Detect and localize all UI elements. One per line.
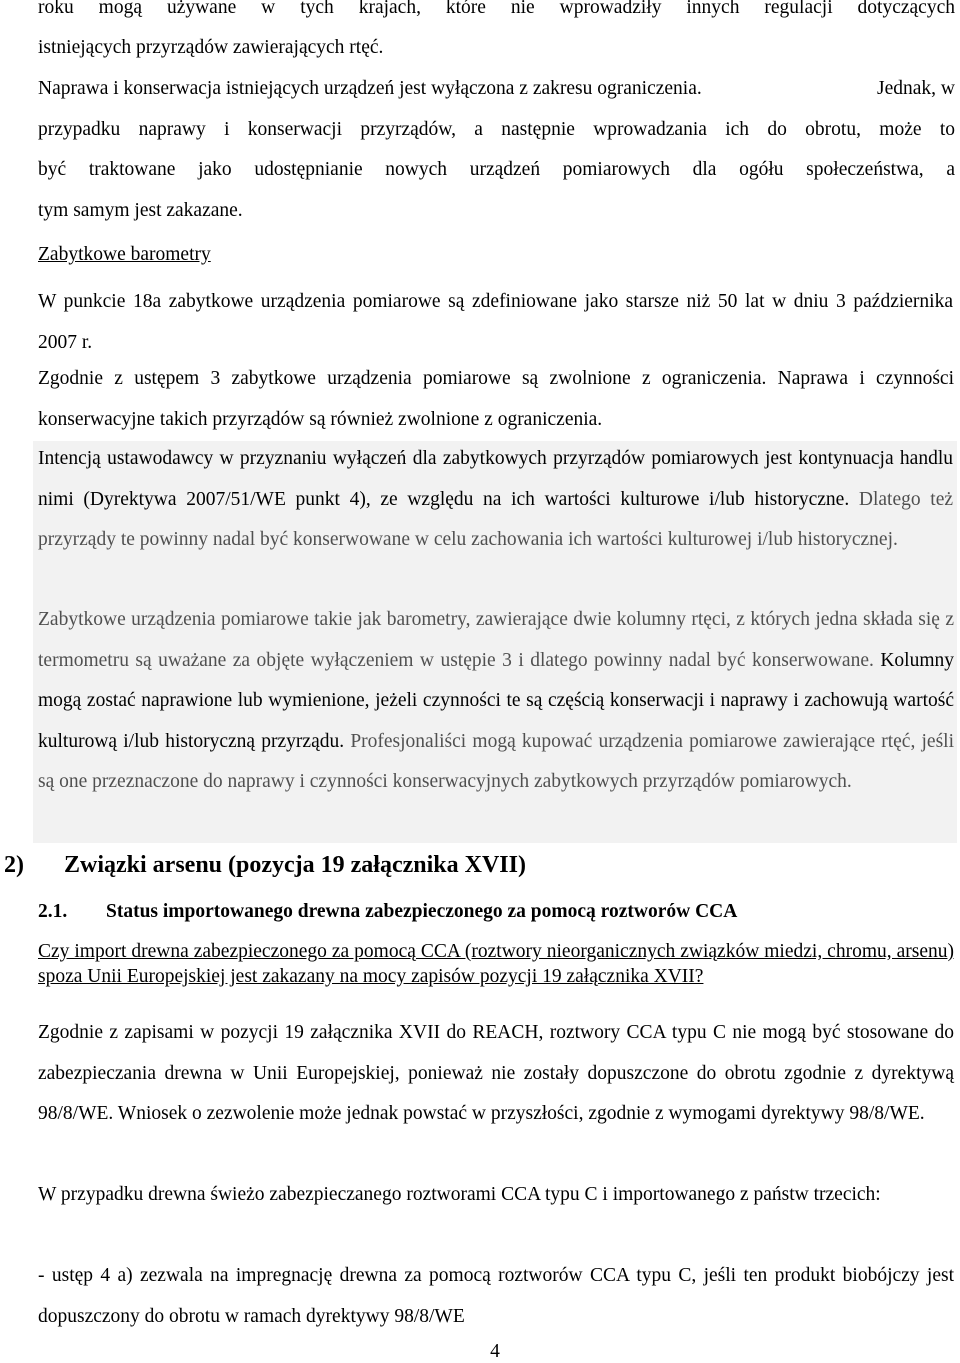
- columns-repair-text: Kolumny mogą zostać naprawione lub wymienione, jeżeli czynności te są częścią konserwacji i naprawy i zachowują wartość kulturową i/lub historyczną przyrządu.: [38, 649, 954, 752]
- repair-paragraph-line-1: [38, 69, 955, 110]
- subsection-heading: Status importowanego drewna zabezpieczonego za pomocą roztworów CCA: [106, 901, 738, 922]
- antique-exemption-paragraph: Zgodnie z ustępem 3 zabytkowe urządzenia pomiarowe są zwolnione z ograniczenia. Naprawa i czynności konserwacyjne takich przyrządów są również zwolnione z ograniczenia.: [38, 368, 954, 430]
- question-text: Czy import drewna zabezpieczonego za pomocą CCA (roztwory nieorganicznych związków miedzi, chromu, arsenu) spoza Unii Europejskiej jest zakazany na mocy zapisów pozycji 19 załącznika XVII?: [38, 941, 954, 987]
- fresh-wood-paragraph: W przypadku drewna świeżo zabezpieczanego roztworami CCA typu C i importowanego z państw trzecich:: [38, 1184, 881, 1205]
- repair-sentence-1: Naprawa i konserwacja istniejących urządzeń jest wyłączona z zakresu ograniczenia.: [38, 78, 702, 99]
- top-paragraph: [38, 0, 955, 29]
- legislator-intent-paragraph: [38, 439, 953, 561]
- repair-paragraph-line-2: przypadku naprawy i konserwacji przyrządów, a następnie wprowadzania ich do obrotu, może to: [38, 118, 955, 140]
- repair-sentence-2-start: Jednak, w: [877, 78, 955, 99]
- repair-paragraph-line-4: tym samym jest zakazane.: [38, 199, 243, 221]
- page-number: 4: [490, 1341, 500, 1362]
- answer-paragraph: Zgodnie z zapisami w pozycji 19 załącznika XVII do REACH, roztwory CCA typu C nie mogą być stosowane do zabezpieczania drewna w Unii Europejskiej, ponieważ nie zostały dopuszczone do obrotu zgodnie z dyrektywą 98/8/WE. Wniosek o zezwolenie może jednak powstać w przyszłości, zgodnie z wymogami dyrektywy 98/8/WE.: [38, 1022, 954, 1124]
- antique-instruments-text: Zabytkowe urządzenia pomiarowe takie jak barometry, zawierające dwie kolumny rtęci, z których jedna składa się z termometru są uważane za objęte wyłączeniem w ustępie 3 i dlatego powinny nadal być konserwowane.: [38, 609, 954, 671]
- repair-paragraph-line-3: być traktowane jako udostępnianie nowych urządzeń pomiarowych dla ogółu społeczeństwa, a: [38, 159, 955, 180]
- professionals-purchase-text: Profesjonaliści mogą kupować urządzenia pomiarowe zawierające rtęć, jeśli są one przeznaczone do naprawy i czynności konserwacyjnych zabytkowych przyrządów pomiarowych.: [38, 730, 955, 792]
- repair-paragraph: [38, 69, 955, 231]
- antique-barometers-heading: Zabytkowe barometry: [38, 244, 211, 265]
- legislator-intent-text: Intencją ustawodawcy w przyznaniu wyłączeń dla zabytkowych przyrządów pomiarowych jest kontynuacja handlu nimi (Dyrektywa 2007/51/WE punkt 4), ze względu na ich wartości kulturowe i/lub historyczne.: [38, 448, 953, 510]
- antique-instruments-paragraph: [38, 600, 954, 803]
- antique-definition-paragraph: W punkcie 18a zabytkowe urządzenia pomiarowe są zdefiniowane jako starsze niż 50 lat w dniu 3 października 2007 r.: [38, 291, 953, 353]
- subsection-number: 2.1.: [38, 901, 68, 922]
- top-paragraph-line-2: istniejących przyrządów zawierających rtęć.: [38, 37, 384, 58]
- section-heading: Związki arsenu (pozycja 19 załącznika XVII): [64, 852, 526, 878]
- bullet-item: - ustęp 4 a) zezwala na impregnację drewna za pomocą roztworów CCA typu C, jeśli ten produkt biobójczy jest dopuszczony do obrotu w ramach dyrektywy 98/8/WE: [38, 1265, 954, 1327]
- top-paragraph-end: [38, 28, 955, 69]
- conservation-continuation-text: Dlatego też przyrządy te powinny nadal być konserwowane w celu zachowania ich wartości kulturowej i/lub historycznej.: [38, 488, 954, 550]
- section-number: 2): [4, 852, 24, 878]
- top-paragraph-line-1: roku mogą używane w tych krajach, które nie wprowadziły innych regulacji dotyczących: [38, 0, 955, 18]
